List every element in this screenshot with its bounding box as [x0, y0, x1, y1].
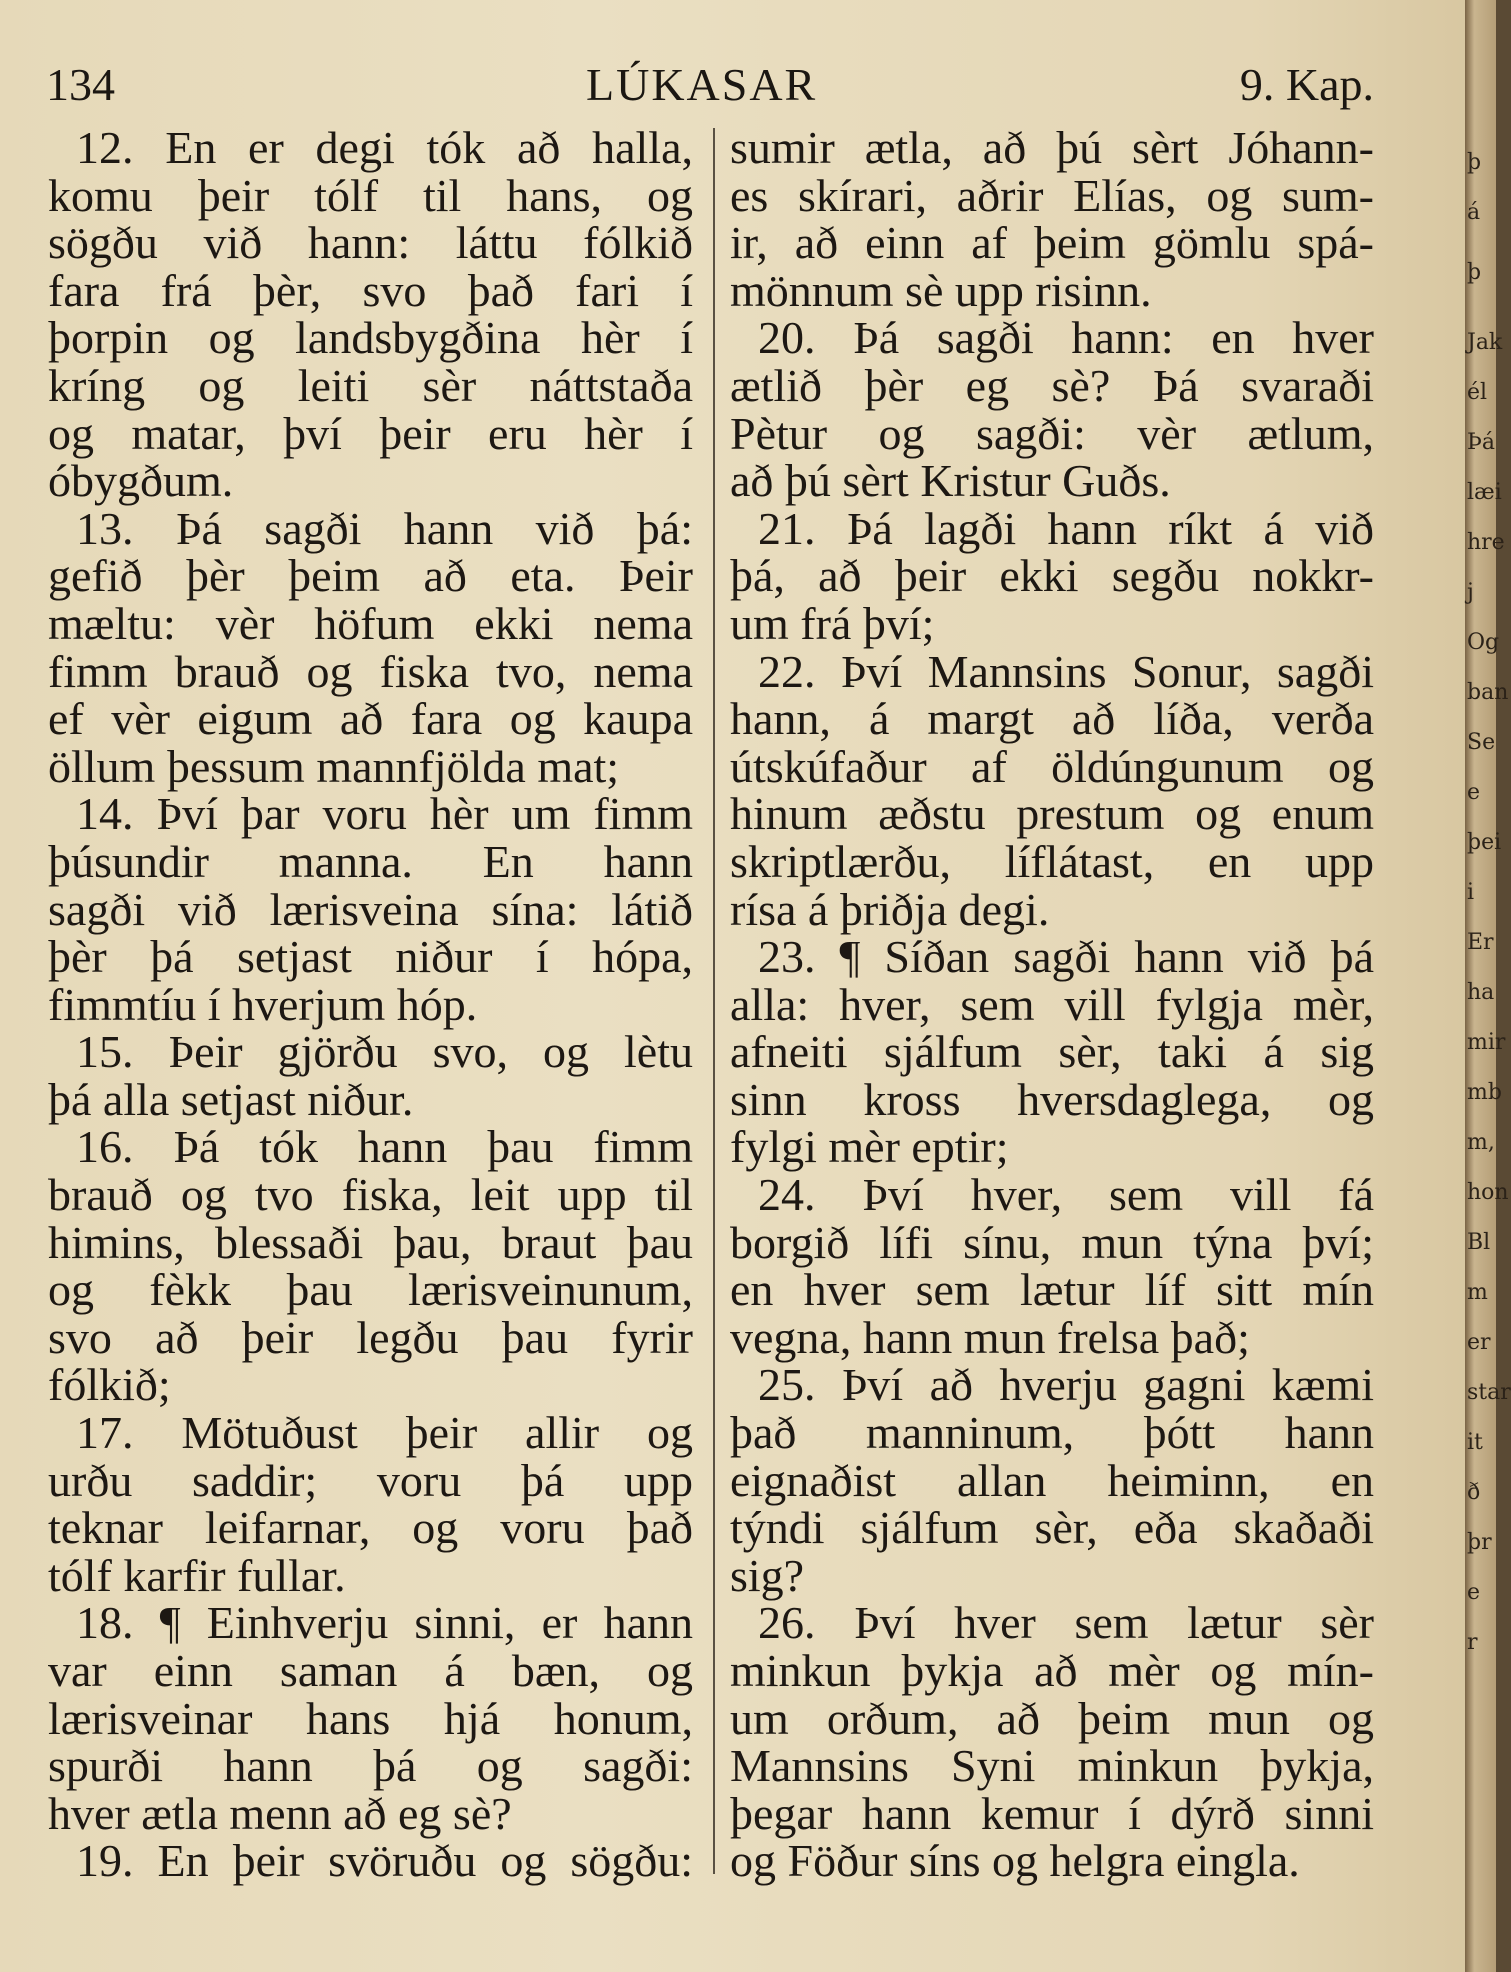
text-line: 17. Mötuðust þeir allir og: [76, 1407, 693, 1459]
facing-page-fragment: Se: [1467, 730, 1496, 755]
text-line: teknar leifarnar, og voru það: [48, 1502, 693, 1554]
text-line: tólf karfir fullar.: [48, 1549, 346, 1601]
facing-page-fragment: mb: [1467, 1080, 1502, 1105]
text-line: 20. Þá sagði hann: en hver: [758, 312, 1374, 364]
text-line: 16. Þá tók hann þau fimm: [76, 1121, 693, 1173]
facing-page-fragment: Og: [1467, 630, 1500, 655]
facing-page-fragment: ha: [1467, 980, 1495, 1005]
facing-page-fragment: e: [1467, 1580, 1481, 1605]
text-line: mönnum sè upp risinn.: [730, 264, 1152, 316]
facing-page-fragment: ð: [1467, 1480, 1481, 1505]
facing-page-fragment: ban: [1467, 680, 1509, 705]
facing-page-fragment: i: [1467, 880, 1475, 905]
text-line: skriptlærðu, líflátast, en upp: [730, 835, 1374, 887]
text-line: fylgi mèr eptir;: [730, 1121, 1009, 1173]
text-line: sögðu við hann: láttu fólkið: [48, 217, 693, 269]
facing-page-fragment: þ: [1467, 260, 1482, 285]
text-line: 19. En þeir svöruðu og sögðu:: [76, 1835, 693, 1887]
text-line: og Föður síns og helgra eingla.: [730, 1835, 1300, 1887]
facing-page-fragment: hre: [1467, 530, 1505, 555]
text-line: 25. Því að hverju gagni kæmi: [758, 1359, 1374, 1411]
facing-page-edge: [1465, 0, 1511, 1972]
left-text-column: [48, 124, 693, 1885]
text-line: 14. Því þar voru hèr um fimm: [76, 788, 693, 840]
text-line: var einn saman á bæn, og: [48, 1645, 693, 1696]
text-line: 21. Þá lagði hann ríkt á við: [758, 502, 1374, 554]
facing-page-fragment: þr: [1467, 1530, 1492, 1555]
text-line: þèr þá setjast niður í hópa,: [48, 931, 693, 983]
facing-page-fragment: þei: [1467, 830, 1502, 855]
running-title: LÚKASAR: [586, 59, 818, 110]
text-line: eignaðist allan heiminn, en: [730, 1454, 1374, 1506]
page-header: [46, 58, 1374, 114]
text-line: 26. Því hver sem lætur sèr: [758, 1597, 1374, 1649]
text-line: útskúfaður af öldúngunum og: [730, 740, 1374, 792]
facing-page-fragment: m,: [1467, 1130, 1495, 1155]
text-line: hinum æðstu prestum og enum: [730, 788, 1374, 840]
text-line: 23. ¶ Síðan sagði hann við þá: [758, 931, 1374, 983]
text-line: en hver sem lætur líf sitt mín: [730, 1264, 1374, 1316]
facing-page-fragment: Jak: [1467, 330, 1503, 355]
text-line: hann, á margt að líða, verða: [730, 693, 1374, 745]
facing-page-fragment: star: [1467, 1380, 1511, 1405]
facing-page-fragment: j: [1467, 580, 1474, 605]
text-line: sig?: [730, 1549, 805, 1601]
text-line: það manninum, þótt hann: [730, 1407, 1374, 1459]
text-line: brauð og tvo fiska, leit upp til: [48, 1169, 693, 1221]
text-line: sagði við lærisveina sína: látið: [48, 883, 693, 935]
facing-page-fragment: þ: [1467, 150, 1482, 175]
text-line: fimm brauð og fiska tvo, nema: [48, 645, 693, 697]
text-line: hver ætla menn að eg sè?: [48, 1787, 512, 1839]
text-line: Pètur og sagði: vèr ætlum,: [730, 407, 1374, 459]
facing-page-fragment: Er: [1467, 930, 1494, 955]
text-line: es skírari, aðrir Elías, og sum-: [730, 169, 1374, 221]
facing-page-fragment: r: [1467, 1630, 1478, 1655]
text-line: um orðum, að þeim mun og: [730, 1692, 1374, 1744]
text-line: 24. Því hver, sem vill fá: [758, 1169, 1374, 1221]
facing-page-fragment: Þá: [1467, 430, 1495, 455]
text-line: spurði hann þá og sagði:: [48, 1740, 693, 1792]
text-line: alla: hver, sem vill fylgja mèr,: [730, 978, 1374, 1030]
text-line: þá alla setjast niður.: [48, 1073, 414, 1125]
facing-page-fragment: e: [1467, 780, 1481, 805]
text-line: og fèkk þau lærisveinunum,: [48, 1264, 693, 1316]
page-number: 134: [46, 59, 115, 110]
column-divider: [713, 128, 715, 1874]
text-line: ef vèr eigum að fara og kaupa: [48, 693, 693, 745]
text-line: þorpin og landsbygðina hèr í: [48, 312, 693, 364]
text-line: mæltu: vèr höfum ekki nema: [48, 597, 693, 649]
chapter-label: 9. Kap.: [1239, 59, 1374, 110]
right-text-column: [730, 124, 1374, 1885]
text-line: ætlið þèr eg sè? Þá svaraði: [730, 359, 1374, 411]
facing-page-fragment: it: [1467, 1430, 1483, 1455]
text-line: ir, að einn af þeim gömlu spá-: [730, 217, 1374, 269]
text-line: og matar, því þeir eru hèr í: [48, 407, 693, 459]
text-line: svo að þeir legðu þau fyrir: [48, 1311, 693, 1363]
text-line: fara frá þèr, svo það fari í: [48, 264, 693, 316]
text-line: kríng og leiti sèr náttstaða: [48, 359, 693, 411]
text-line: þegar hann kemur í dýrð sinni: [730, 1787, 1374, 1839]
facing-page-fragment: hon: [1467, 1180, 1509, 1205]
text-line: að þú sèrt Kristur Guðs.: [730, 455, 1171, 507]
text-line: vegna, hann mun frelsa það;: [730, 1311, 1250, 1363]
text-line: borgið lífi sínu, mun týna því;: [730, 1216, 1374, 1268]
text-line: urðu saddir; voru þá upp: [48, 1454, 693, 1506]
facing-page-fragment: mir: [1467, 1030, 1506, 1055]
text-line: lærisveinar hans hjá honum,: [48, 1692, 693, 1744]
text-line: afneiti sjálfum sèr, taki á sig: [730, 1026, 1374, 1078]
facing-page-fragment: él: [1467, 380, 1488, 405]
text-line: gefið þèr þeim að eta. Þeir: [48, 550, 693, 602]
text-line: þá, að þeir ekki segðu nokkr-: [730, 550, 1374, 602]
text-line: týndi sjálfum sèr, eða skaðaði: [730, 1502, 1374, 1554]
facing-page-fragment: Bl: [1467, 1230, 1491, 1255]
facing-page-fragment: læi: [1467, 480, 1502, 505]
text-line: öllum þessum mannfjölda mat;: [48, 740, 620, 792]
text-line: minkun þykja að mèr og mín-: [730, 1645, 1374, 1696]
text-line: 12. En er degi tók að halla,: [76, 122, 693, 173]
facing-page-fragment: m: [1467, 1280, 1488, 1305]
text-line: rísa á þriðja degi.: [730, 883, 1050, 935]
text-line: 22. Því Mannsins Sonur, sagði: [758, 645, 1374, 697]
text-line: 18. ¶ Einhverju sinni, er hann: [76, 1597, 693, 1649]
text-line: himins, blessaði þau, braut þau: [48, 1216, 693, 1268]
facing-page-fragment: á: [1467, 200, 1481, 225]
text-line: fimmtíu í hverjum hóp.: [48, 978, 478, 1030]
text-line: um frá því;: [730, 597, 935, 649]
text-line: þúsundir manna. En hann: [48, 835, 693, 887]
text-line: komu þeir tólf til hans, og: [48, 169, 693, 221]
text-line: 15. Þeir gjörðu svo, og lètu: [76, 1026, 693, 1078]
facing-page-fragment: er: [1467, 1330, 1491, 1355]
text-line: óbygðum.: [48, 455, 234, 507]
text-line: sinn kross hversdaglega, og: [730, 1073, 1374, 1125]
text-line: Mannsins Syni minkun þykja,: [730, 1740, 1374, 1792]
text-line: fólkið;: [48, 1359, 171, 1411]
text-line: 13. Þá sagði hann við þá:: [76, 502, 693, 554]
text-line: sumir ætla, að þú sèrt Jóhann-: [730, 122, 1374, 173]
